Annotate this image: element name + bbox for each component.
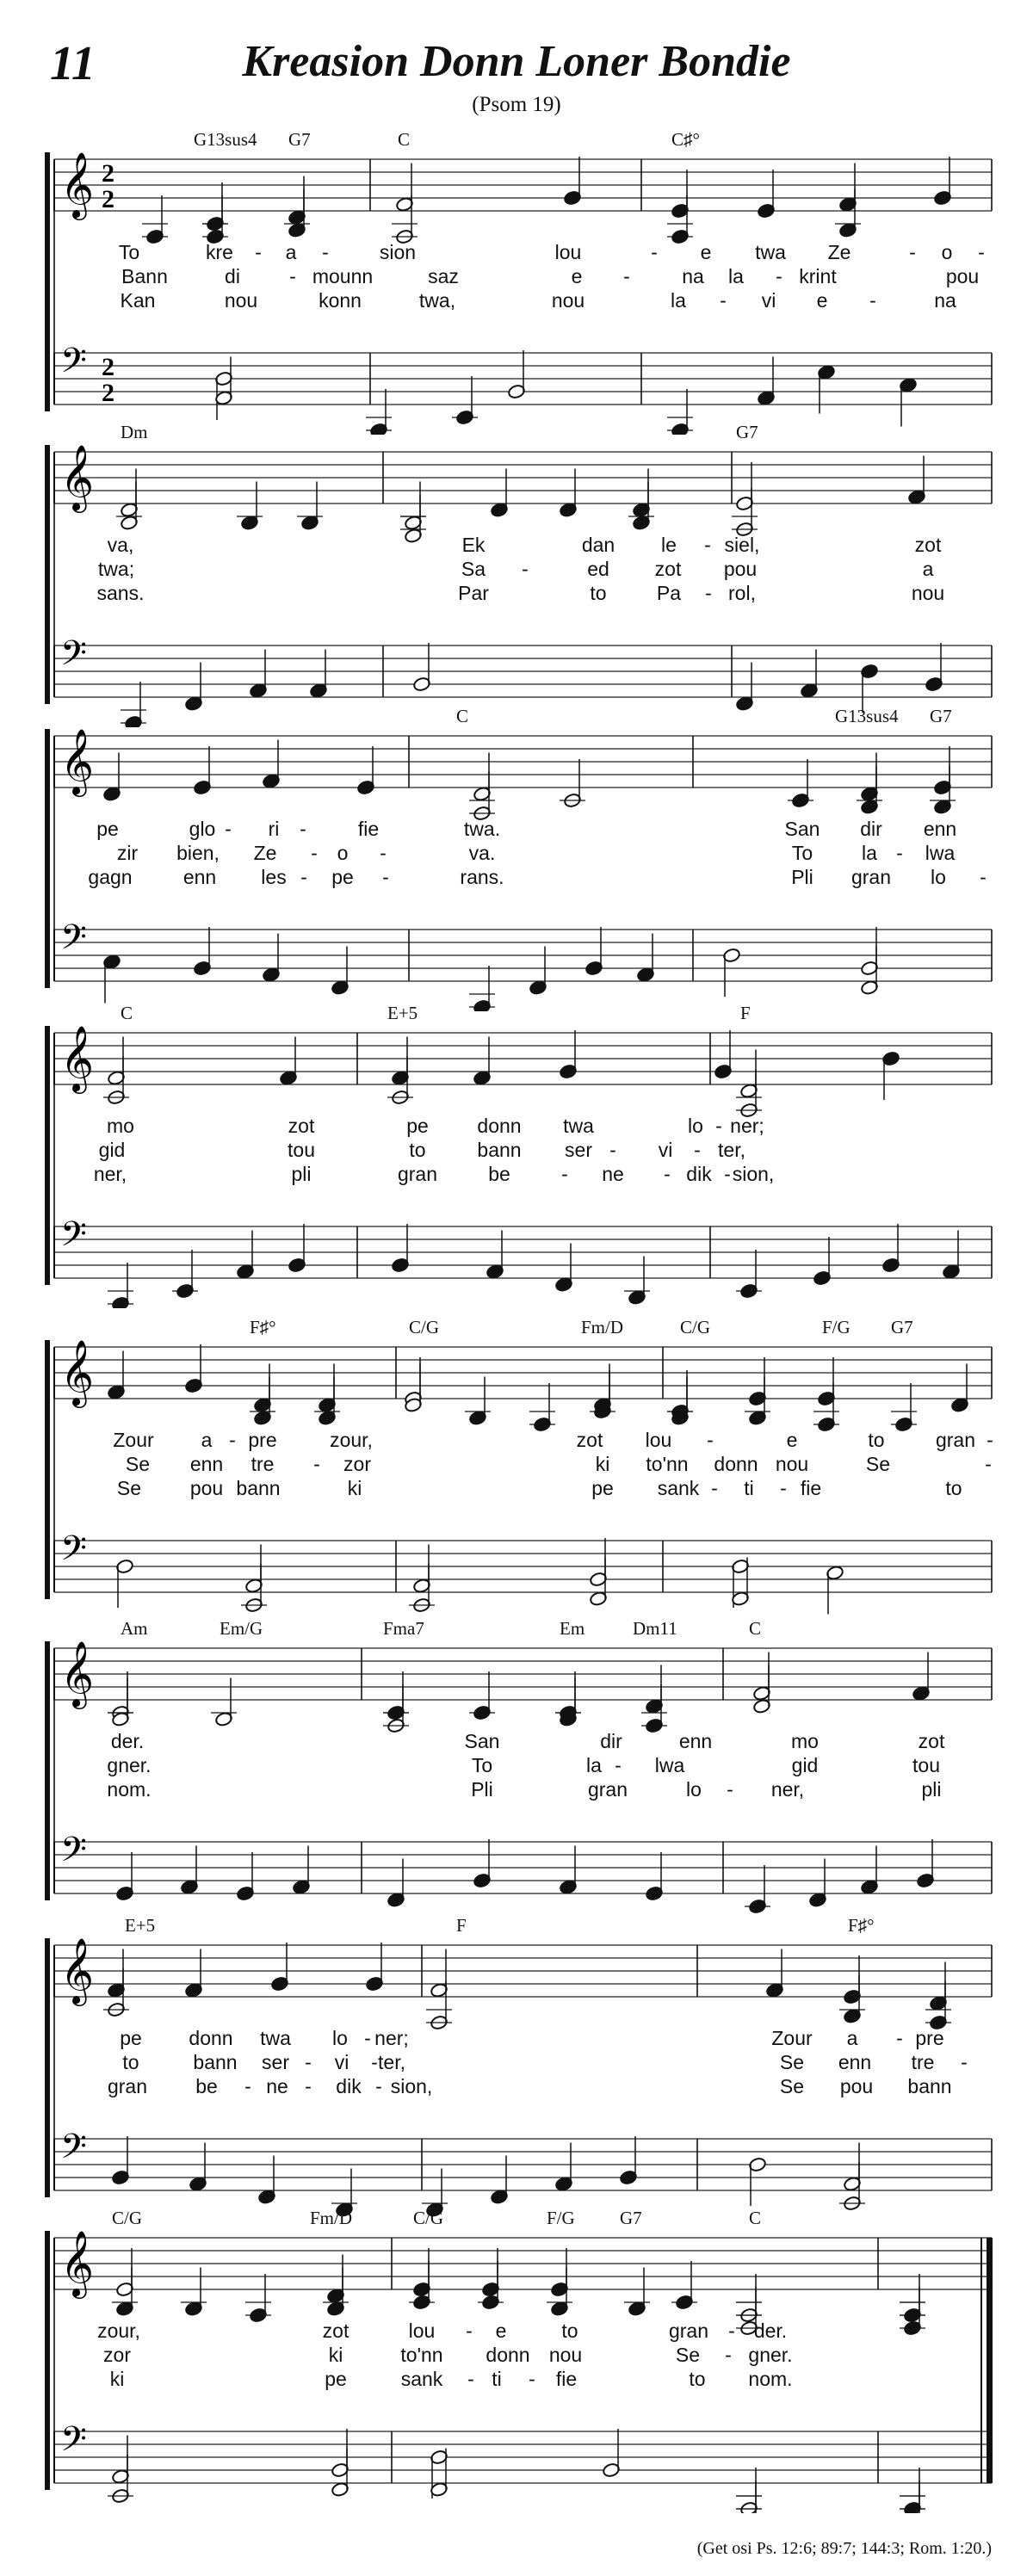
lyric-syllable: rans.: [460, 866, 504, 888]
lyric-syllable: zot: [918, 1730, 945, 1752]
staff-system-svg: [0, 701, 1033, 1011]
lyric-syllable: donn: [477, 1115, 522, 1137]
chord-symbol: E+5: [125, 1915, 156, 1936]
lyric-syllable: enn: [189, 1453, 224, 1475]
time-signature-digit: 2: [102, 185, 114, 213]
lyric-syllable: bann: [477, 1139, 522, 1161]
lyric-syllable: ki: [347, 1477, 362, 1499]
lyric-syllable: lou: [645, 1429, 672, 1451]
lyric-syllable: -: [322, 241, 329, 263]
music-system: [0, 417, 1033, 727]
lyric-syllable: zot: [288, 1115, 315, 1137]
lyric-syllable: Se: [865, 1453, 891, 1475]
lyric-syllable: pou: [945, 265, 980, 287]
lyric-syllable: lo: [931, 866, 946, 888]
lyric-syllable: o: [337, 842, 349, 864]
music-system: [0, 2203, 1033, 2513]
lyric-syllable: be: [195, 2075, 218, 2097]
staff-system-svg: [0, 1614, 1033, 1924]
lyric-syllable: siel,: [724, 534, 760, 556]
lyric-syllable: -: [229, 1429, 236, 1451]
lyric-syllable: bann: [907, 2075, 952, 2097]
bass-clef-icon: 𝄢: [60, 633, 87, 682]
lyric-syllable: nou: [551, 289, 585, 312]
lyric-syllable: Zour: [771, 2027, 813, 2049]
lyric-syllable: -: [300, 818, 306, 840]
lyric-syllable: Bann: [121, 265, 168, 287]
lyric-syllable: der.: [753, 2320, 788, 2342]
lyric-syllable: -: [985, 1453, 992, 1475]
lyric-syllable: na: [934, 289, 956, 312]
lyric-syllable: va,: [107, 534, 134, 556]
lyric-syllable: -: [987, 1429, 993, 1451]
lyric-syllable: -: [244, 2075, 251, 2097]
lyric-syllable: -: [978, 241, 985, 263]
staff-system-svg: [0, 1911, 1033, 2221]
lyric-syllable: lou: [408, 2320, 436, 2342]
lyric-syllable: gran: [668, 2320, 709, 2342]
chord-symbol: Em: [560, 1618, 585, 1639]
lyric-syllable: zot: [914, 534, 942, 556]
chord-symbol: G13sus4: [835, 706, 899, 726]
chord-symbol: C/G: [112, 2208, 143, 2228]
chord-symbol: C: [456, 706, 469, 726]
lyric-syllable: a: [922, 558, 934, 580]
lyric-syllable: mo: [791, 1730, 819, 1752]
chord-symbol: Dm11: [633, 1618, 677, 1639]
lyric-syllable: nom.: [107, 1778, 152, 1801]
lyric-syllable: to: [590, 582, 607, 604]
lyric-syllable: donn: [189, 2027, 233, 2049]
lyric-syllable: la: [671, 289, 686, 312]
lyric-syllable: ter,: [378, 2051, 405, 2073]
chord-symbol: C♯°: [671, 129, 700, 150]
chord-symbol: F/G: [822, 1317, 851, 1337]
chord-symbol: G7: [736, 422, 758, 442]
lyric-syllable: ri: [268, 818, 280, 840]
lyric-syllable: twa: [755, 241, 786, 263]
lyric-syllable: sion,: [732, 1163, 775, 1185]
lyric-syllable: pre: [915, 2027, 944, 2049]
lyric-syllable: a: [285, 241, 297, 263]
lyric-syllable: Ze: [253, 842, 277, 864]
lyric-syllable: e: [816, 289, 828, 312]
treble-clef-icon: 𝄞: [60, 444, 95, 510]
lyric-syllable: na: [682, 265, 704, 287]
chord-symbol: C: [749, 2208, 762, 2228]
lyric-syllable: sans.: [96, 582, 145, 604]
lyric-syllable: ner;: [730, 1115, 764, 1137]
lyric-syllable: -: [651, 241, 658, 263]
lyric-syllable: -: [623, 265, 630, 287]
lyric-syllable: dik: [336, 2075, 362, 2097]
lyric-syllable: e: [495, 2320, 507, 2342]
lyric-syllable: pou: [723, 558, 758, 580]
lyric-syllable: ter,: [718, 1139, 745, 1161]
chord-symbol: C/G: [409, 1317, 440, 1337]
chord-symbol: G7: [930, 706, 952, 726]
lyric-syllable: -: [225, 818, 232, 840]
lyric-syllable: enn: [923, 818, 957, 840]
chord-symbol: F: [456, 1915, 467, 1936]
lyric-syllable: zot: [576, 1429, 603, 1451]
hymn-subtitle: (Psom 19): [472, 93, 561, 116]
lyric-syllable: -: [609, 1139, 616, 1161]
lyric-syllable: tou: [912, 1754, 940, 1776]
lyric-syllable: to: [561, 2320, 578, 2342]
lyric-syllable: sank: [400, 2368, 443, 2390]
lyric-syllable: -: [371, 2051, 378, 2073]
lyric-syllable: zour,: [97, 2320, 140, 2342]
lyric-syllable: donn: [714, 1453, 758, 1475]
chord-symbol: F♯°: [848, 1915, 875, 1936]
lyric-syllable: lou: [554, 241, 582, 263]
bass-clef-icon: 𝄢: [60, 1830, 87, 1878]
lyric-syllable: la: [586, 1754, 602, 1776]
chord-symbol: C: [749, 1618, 762, 1639]
chord-symbol: G7: [620, 2208, 642, 2228]
lyric-syllable: nou: [224, 289, 258, 312]
lyric-syllable: to'nn: [646, 1453, 689, 1475]
chord-symbol: F: [740, 1003, 751, 1023]
lyric-syllable: ne: [266, 2075, 288, 2097]
lyric-syllable: -: [522, 558, 529, 580]
treble-clef-icon: 𝄞: [60, 2230, 95, 2296]
lyric-syllable: zot: [654, 558, 682, 580]
lyric-syllable: la: [862, 842, 877, 864]
lyric-syllable: -: [382, 866, 389, 888]
lyric-syllable: enn: [678, 1730, 713, 1752]
music-system: [0, 701, 1033, 1011]
lyric-syllable: -: [704, 534, 711, 556]
lyric-syllable: To: [791, 842, 813, 864]
lyric-syllable: Ze: [827, 241, 851, 263]
lyric-syllable: tou: [288, 1139, 315, 1161]
lyric-syllable: pe: [325, 2368, 347, 2390]
lyric-syllable: to: [409, 1139, 426, 1161]
lyric-syllable: ser: [262, 2051, 289, 2073]
hymn-number: 11: [50, 37, 96, 90]
lyric-syllable: -: [707, 1429, 714, 1451]
lyric-syllable: mounn: [312, 265, 374, 287]
bass-clef-icon: 𝄢: [60, 1214, 87, 1263]
lyric-syllable: mo: [107, 1115, 134, 1137]
lyric-syllable: sank: [657, 1477, 700, 1499]
lyric-syllable: zot: [322, 2320, 349, 2342]
lyric-syllable: sion,: [390, 2075, 433, 2097]
lyric-syllable: rol,: [728, 582, 756, 604]
lyric-syllable: lwa: [654, 1754, 685, 1776]
lyric-syllable: ne: [602, 1163, 624, 1185]
lyric-syllable: nou: [548, 2344, 583, 2366]
lyric-syllable: gran: [397, 1163, 438, 1185]
lyric-syllable: -: [909, 241, 916, 263]
lyric-syllable: twa: [260, 2027, 291, 2049]
lyric-syllable: -: [255, 241, 262, 263]
lyric-syllable: pli: [291, 1163, 312, 1185]
lyric-syllable: -: [711, 1477, 718, 1499]
lyric-syllable: twa,: [418, 289, 456, 312]
scripture-footnote: (Get osi Ps. 12:6; 89:7; 144:3; Rom. 1:20.): [696, 2539, 992, 2558]
lyric-syllable: -: [961, 2051, 968, 2073]
lyric-syllable: lwa: [925, 842, 956, 864]
lyric-syllable: tre: [911, 2051, 935, 2073]
lyric-syllable: -: [664, 1163, 671, 1185]
chord-symbol: Dm: [121, 422, 148, 442]
lyric-syllable: e: [571, 265, 583, 287]
lyric-syllable: To: [118, 241, 140, 263]
lyric-syllable: fie: [357, 818, 380, 840]
lyric-syllable: vi: [761, 289, 776, 312]
lyric-syllable: glo: [189, 818, 216, 840]
lyric-syllable: -: [720, 289, 727, 312]
lyric-syllable: Ek: [461, 534, 486, 556]
lyric-syllable: to: [945, 1477, 962, 1499]
lyric-syllable: lo: [686, 1778, 702, 1801]
lyric-syllable: dik: [686, 1163, 712, 1185]
lyric-syllable: Pa: [656, 582, 682, 604]
treble-clef-icon: 𝄞: [60, 1640, 95, 1707]
lyric-syllable: vi: [658, 1139, 673, 1161]
music-system: [0, 1911, 1033, 2221]
lyric-syllable: Se: [125, 1453, 151, 1475]
bass-clef-icon: 𝄢: [60, 2127, 87, 2175]
lyric-syllable: ti: [492, 2368, 502, 2390]
lyric-syllable: -: [980, 866, 987, 888]
lyric-syllable: zor: [103, 2344, 131, 2366]
lyric-syllable: -: [305, 2051, 312, 2073]
lyric-syllable: krint: [799, 265, 837, 287]
lyric-syllable: dan: [581, 534, 615, 556]
lyric-syllable: twa: [563, 1115, 594, 1137]
lyric-syllable: fie: [555, 2368, 578, 2390]
lyric-syllable: -: [466, 2320, 473, 2342]
time-signature-digit: 2: [102, 159, 114, 188]
music-system: [0, 125, 1033, 435]
lyric-syllable: be: [488, 1163, 510, 1185]
lyric-syllable: la: [728, 265, 744, 287]
lyric-syllable: nom.: [748, 2368, 793, 2390]
lyric-syllable: pe: [96, 818, 119, 840]
lyric-syllable: -: [305, 2075, 312, 2097]
lyric-syllable: -: [725, 2344, 732, 2366]
lyric-syllable: -: [776, 265, 782, 287]
lyric-syllable: donn: [486, 2344, 530, 2366]
time-signature-digit: 2: [102, 353, 114, 381]
chord-symbol: Em/G: [220, 1618, 263, 1639]
lyric-syllable: di: [225, 265, 240, 287]
chord-symbol: G7: [891, 1317, 913, 1337]
lyric-syllable: ner,: [93, 1163, 127, 1185]
lyric-syllable: -: [364, 2027, 371, 2049]
lyric-syllable: -: [715, 1115, 722, 1137]
lyric-syllable: lo: [688, 1115, 703, 1137]
lyric-syllable: -: [724, 1163, 731, 1185]
hymn-title: Kreasion Donn Loner Bondie: [242, 37, 791, 86]
lyric-syllable: -: [869, 289, 876, 312]
lyric-syllable: -: [529, 2368, 535, 2390]
time-signature-digit: 2: [102, 379, 114, 407]
lyric-syllable: Kan: [120, 289, 156, 312]
bass-clef-icon: 𝄢: [60, 341, 87, 389]
lyric-syllable: le: [661, 534, 677, 556]
chord-symbol: Fm/D: [310, 2208, 353, 2228]
lyric-syllable: fie: [800, 1477, 822, 1499]
lyric-syllable: -: [311, 842, 318, 864]
chord-symbol: Fma7: [383, 1618, 424, 1639]
lyric-syllable: gid: [98, 1139, 126, 1161]
lyric-syllable: -: [300, 866, 307, 888]
lyric-syllable: Se: [675, 2344, 701, 2366]
lyric-syllable: twa;: [97, 558, 135, 580]
bass-clef-icon: 𝄢: [60, 2419, 87, 2468]
lyric-syllable: twa.: [463, 818, 501, 840]
chord-symbol: F♯°: [250, 1317, 276, 1337]
lyric-syllable: -: [705, 582, 712, 604]
final-barline-thick: [987, 2238, 993, 2483]
chord-symbol: C/G: [680, 1317, 711, 1337]
lyric-syllable: San: [784, 818, 820, 840]
lyric-syllable: San: [464, 1730, 500, 1752]
lyric-syllable: gner.: [107, 1754, 152, 1776]
lyric-syllable: -: [380, 842, 387, 864]
lyric-syllable: ti: [744, 1477, 754, 1499]
lyric-syllable: der.: [110, 1730, 145, 1752]
lyric-syllable: Zour: [113, 1429, 154, 1451]
lyric-syllable: o: [941, 241, 953, 263]
lyric-syllable: -: [727, 1778, 733, 1801]
lyric-syllable: pe: [591, 1477, 614, 1499]
lyric-syllable: vi: [334, 2051, 349, 2073]
chord-symbol: Am: [121, 1618, 148, 1639]
lyric-syllable: gran: [587, 1778, 628, 1801]
lyric-syllable: enn: [182, 866, 217, 888]
lyric-syllable: pe: [406, 1115, 429, 1137]
lyric-syllable: gagn: [88, 866, 133, 888]
lyric-syllable: zir: [116, 842, 139, 864]
chord-symbol: C/G: [413, 2208, 444, 2228]
treble-clef-icon: 𝄞: [60, 728, 95, 794]
staff-system-svg: [0, 417, 1033, 727]
lyric-syllable: -: [561, 1163, 568, 1185]
lyric-syllable: zor: [343, 1453, 371, 1475]
lyric-syllable: to: [122, 2051, 139, 2073]
lyric-syllable: lo: [332, 2027, 348, 2049]
lyric-syllable: gner.: [748, 2344, 793, 2366]
lyric-syllable: pe: [120, 2027, 142, 2049]
lyric-syllable: pre: [248, 1429, 277, 1451]
lyric-syllable: bann: [193, 2051, 238, 2073]
chord-symbol: Fm/D: [581, 1317, 624, 1337]
lyric-syllable: Sa: [461, 558, 486, 580]
treble-clef-icon: 𝄞: [60, 1937, 95, 2004]
lyric-syllable: to: [868, 1429, 885, 1451]
lyric-syllable: nou: [775, 1453, 809, 1475]
lyric-syllable: nou: [911, 582, 945, 604]
lyric-syllable: tre: [251, 1453, 275, 1475]
lyric-syllable: gran: [935, 1429, 976, 1451]
treble-clef-icon: 𝄞: [60, 1339, 95, 1405]
treble-clef-icon: 𝄞: [60, 151, 95, 218]
lyric-syllable: saz: [428, 265, 459, 287]
music-system: [0, 1614, 1033, 1924]
lyric-syllable: sion: [379, 241, 417, 263]
lyric-syllable: dir: [600, 1730, 622, 1752]
lyric-syllable: bien,: [176, 842, 220, 864]
lyric-syllable: pou: [839, 2075, 874, 2097]
lyric-syllable: dir: [860, 818, 882, 840]
chord-symbol: F/G: [547, 2208, 575, 2228]
music-system: [0, 1313, 1033, 1622]
lyric-syllable: les: [261, 866, 287, 888]
lyric-syllable: To: [471, 1754, 493, 1776]
lyric-syllable: -: [780, 1477, 787, 1499]
lyric-syllable: gran: [851, 866, 892, 888]
lyric-syllable: ki: [109, 2368, 125, 2390]
lyric-syllable: konn: [319, 289, 362, 312]
lyric-syllable: enn: [838, 2051, 872, 2073]
lyric-syllable: ki: [328, 2344, 343, 2366]
lyric-syllable: ed: [587, 558, 609, 580]
chord-symbol: G13sus4: [194, 129, 257, 150]
lyric-syllable: Par: [458, 582, 489, 604]
bass-clef-icon: 𝄢: [60, 1529, 87, 1577]
lyric-syllable: -: [467, 2368, 474, 2390]
lyric-syllable: Se: [779, 2075, 805, 2097]
lyric-syllable: Pli: [471, 1778, 493, 1801]
lyric-syllable: ser: [565, 1139, 592, 1161]
lyric-syllable: e: [786, 1429, 798, 1451]
lyric-syllable: -: [896, 2027, 903, 2049]
lyric-syllable: bann: [236, 1477, 281, 1499]
lyric-syllable: ner;: [374, 2027, 409, 2049]
lyric-syllable: -: [375, 2075, 382, 2097]
music-system: [0, 998, 1033, 1308]
lyric-syllable: -: [728, 2320, 735, 2342]
lyric-syllable: to'nn: [400, 2344, 443, 2366]
lyric-syllable: kre: [206, 241, 233, 263]
lyric-syllable: Pli: [791, 866, 813, 888]
chord-symbol: G7: [288, 129, 311, 150]
lyric-syllable: -: [289, 265, 296, 287]
lyric-syllable: zour,: [330, 1429, 373, 1451]
lyric-syllable: -: [896, 842, 903, 864]
lyric-syllable: va.: [468, 842, 496, 864]
lyric-syllable: e: [700, 241, 712, 263]
bass-clef-icon: 𝄢: [60, 917, 87, 966]
lyric-syllable: Se: [779, 2051, 805, 2073]
lyric-syllable: a: [201, 1429, 213, 1451]
lyric-syllable: gid: [791, 1754, 819, 1776]
chord-symbol: C: [121, 1003, 133, 1023]
lyric-syllable: -: [615, 1754, 622, 1776]
lyric-syllable: ki: [595, 1453, 610, 1475]
chord-symbol: E+5: [387, 1003, 418, 1023]
lyric-syllable: Se: [116, 1477, 142, 1499]
lyric-syllable: -: [694, 1139, 701, 1161]
chord-symbol: C: [398, 129, 411, 150]
lyric-syllable: gran: [107, 2075, 148, 2097]
lyric-syllable: ner,: [770, 1778, 805, 1801]
lyric-syllable: a: [846, 2027, 858, 2049]
lyric-syllable: -: [313, 1453, 320, 1475]
treble-clef-icon: 𝄞: [60, 1025, 95, 1091]
lyric-syllable: pou: [189, 1477, 224, 1499]
lyric-syllable: pli: [921, 1778, 942, 1801]
lyric-syllable: pe: [331, 866, 354, 888]
lyric-syllable: to: [689, 2368, 706, 2390]
